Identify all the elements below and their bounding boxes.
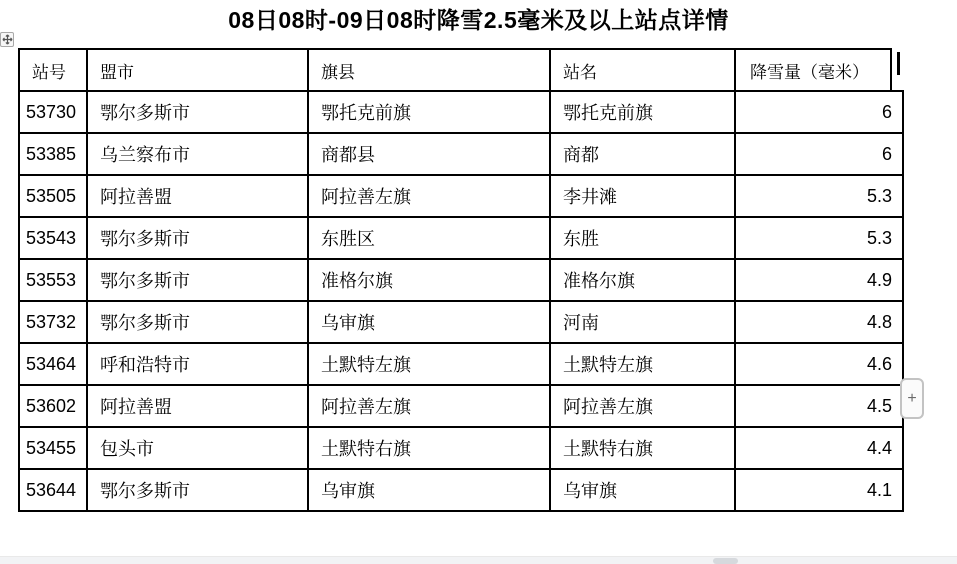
league-city-cell: 鄂尔多斯市: [87, 301, 308, 343]
banner-county-cell: 鄂托克前旗: [308, 91, 550, 133]
station-name-cell: 乌审旗: [550, 469, 735, 511]
league-city-cell: 呼和浩特市: [87, 343, 308, 385]
snowfall-cell: 5.3: [735, 175, 903, 217]
station-name-cell: 土默特右旗: [550, 427, 735, 469]
station-name-cell: 李井滩: [550, 175, 735, 217]
four-way-arrow-icon: [2, 34, 13, 45]
snowfall-cell: 5.3: [735, 217, 903, 259]
banner-county-cell: 阿拉善左旗: [308, 385, 550, 427]
col-header-snowfall: 降雪量（毫米）: [735, 49, 891, 91]
league-city-cell: 阿拉善盟: [87, 385, 308, 427]
station-name-cell: 准格尔旗: [550, 259, 735, 301]
snowfall-cell: 6: [735, 133, 903, 175]
station-id-cell: 53730: [19, 91, 87, 133]
col-header-station-name: 站名: [550, 49, 735, 91]
station-id-cell: 53505: [19, 175, 87, 217]
table-row: [19, 259, 903, 301]
station-name-cell: 东胜: [550, 217, 735, 259]
station-id-cell: 53644: [19, 469, 87, 511]
snowfall-cell: 4.4: [735, 427, 903, 469]
snowfall-cell: 4.6: [735, 343, 903, 385]
banner-county-cell: 土默特左旗: [308, 343, 550, 385]
col-header-league-city: 盟市: [87, 49, 308, 91]
station-name-cell: 阿拉善左旗: [550, 385, 735, 427]
snowfall-table-header: [18, 48, 892, 92]
league-city-cell: 鄂尔多斯市: [87, 259, 308, 301]
snowfall-cell: 4.8: [735, 301, 903, 343]
header-row: [19, 49, 891, 91]
league-city-cell: 鄂尔多斯市: [87, 469, 308, 511]
table-row: [19, 427, 903, 469]
table-row: [19, 385, 903, 427]
banner-county-cell: 阿拉善左旗: [308, 175, 550, 217]
col-header-station-id: 站号: [19, 49, 87, 91]
station-name-cell: 土默特左旗: [550, 343, 735, 385]
snowfall-table: [18, 48, 904, 512]
horizontal-scrollbar-track[interactable]: [0, 556, 957, 564]
station-id-cell: 53602: [19, 385, 87, 427]
snowfall-table-body: [18, 90, 904, 512]
banner-county-cell: 准格尔旗: [308, 259, 550, 301]
banner-county-cell: 东胜区: [308, 217, 550, 259]
table-body: [19, 91, 903, 511]
horizontal-scrollbar-thumb[interactable]: [713, 558, 738, 564]
station-id-cell: 53732: [19, 301, 87, 343]
plus-icon: +: [907, 389, 917, 407]
station-id-cell: 53464: [19, 343, 87, 385]
league-city-cell: 包头市: [87, 427, 308, 469]
zoom-in-button[interactable]: [900, 378, 924, 419]
table-row: [19, 91, 903, 133]
table-row: [19, 175, 903, 217]
league-city-cell: 乌兰察布市: [87, 133, 308, 175]
banner-county-cell: 商都县: [308, 133, 550, 175]
banner-county-cell: 乌审旗: [308, 301, 550, 343]
station-id-cell: 53543: [19, 217, 87, 259]
station-name-cell: 鄂托克前旗: [550, 91, 735, 133]
table-row: [19, 133, 903, 175]
table-row: [19, 301, 903, 343]
station-id-cell: 53385: [19, 133, 87, 175]
banner-county-cell: 乌审旗: [308, 469, 550, 511]
league-city-cell: 鄂尔多斯市: [87, 91, 308, 133]
banner-county-cell: 土默特右旗: [308, 427, 550, 469]
snowfall-cell: 4.1: [735, 469, 903, 511]
snowfall-cell: 4.9: [735, 259, 903, 301]
page-title: 08日08时-09日08时降雪2.5毫米及以上站点详情: [228, 7, 729, 33]
table-row: [19, 343, 903, 385]
station-name-cell: 商都: [550, 133, 735, 175]
table-row: [19, 217, 903, 259]
station-id-cell: 53553: [19, 259, 87, 301]
station-id-cell: 53455: [19, 427, 87, 469]
league-city-cell: 阿拉善盟: [87, 175, 308, 217]
league-city-cell: 鄂尔多斯市: [87, 217, 308, 259]
table-move-handle[interactable]: [0, 32, 14, 47]
snowfall-cell: 6: [735, 91, 903, 133]
table-row: [19, 469, 903, 511]
snowfall-cell: 4.5: [735, 385, 903, 427]
text-caret: [897, 52, 900, 75]
col-header-banner-county: 旗县: [308, 49, 550, 91]
station-name-cell: 河南: [550, 301, 735, 343]
